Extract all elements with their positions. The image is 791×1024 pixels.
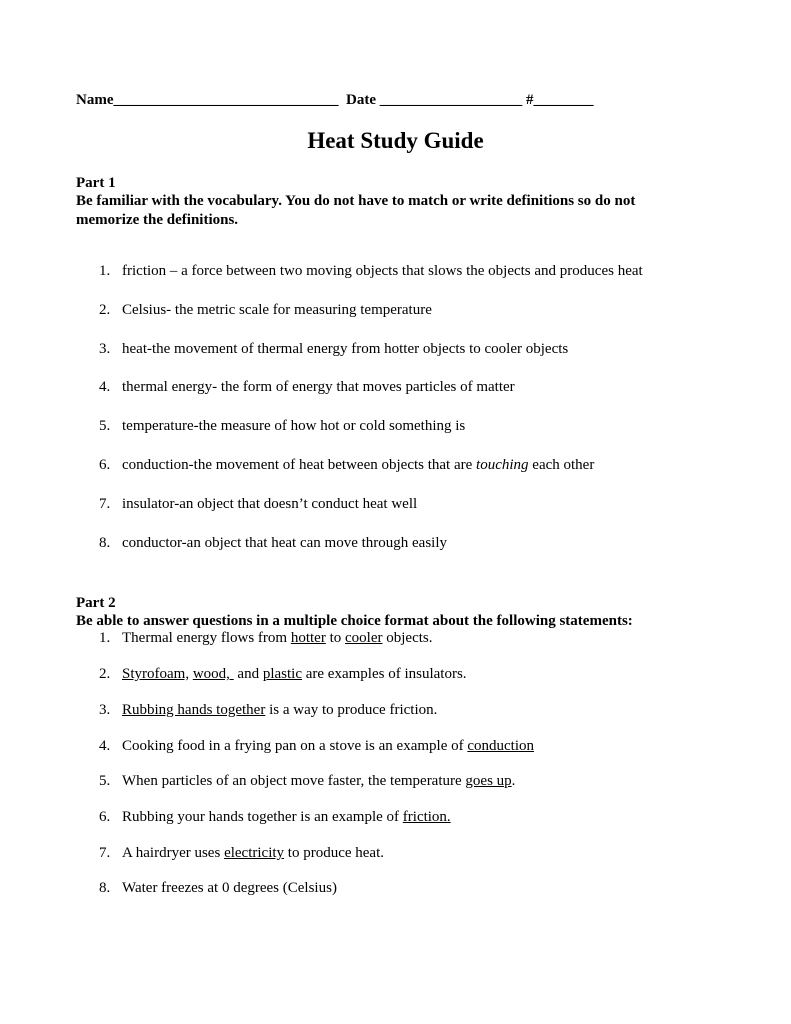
date-field[interactable]: Date ___________________ [346, 92, 523, 108]
list-item: 5. When particles of an object move faster, the temperature goes up. [99, 773, 516, 789]
number-field[interactable]: #________ [526, 92, 594, 108]
list-item: 6. conduction-the movement of heat between objects that are touching each other [99, 457, 595, 473]
list-item: 2. Celsius- the metric scale for measuring temperature [99, 302, 432, 318]
page-title: Heat Study Guide [307, 128, 484, 153]
list-item: 1. friction – a force between two moving objects that slows the objects and produces heat [99, 263, 643, 279]
part2-heading: Part 2 [76, 595, 116, 611]
list-item: 7. A hairdryer uses electricity to produce heat. [99, 845, 384, 861]
part1-instructions: Be familiar with the vocabulary. You do not have to match or write definitions so do not memorize the definitions. [76, 193, 636, 228]
list-item: 6. Rubbing your hands together is an example of friction. [99, 809, 451, 825]
list-item: 4. thermal energy- the form of energy that moves particles of matter [99, 379, 515, 395]
part1-heading: Part 1 [76, 175, 116, 191]
list-item: 4. Cooking food in a frying pan on a stove is an example of conduction [99, 738, 535, 754]
list-item: 3. heat-the movement of thermal energy from hotter objects to cooler objects [99, 341, 569, 357]
part2-instructions: Be able to answer questions in a multiple choice format about the following statements: [76, 613, 633, 629]
list-item: 7. insulator-an object that doesn’t conduct heat well [99, 496, 418, 512]
header-fields [76, 92, 594, 109]
list-item: 3. Rubbing hands together is a way to produce friction. [99, 702, 438, 718]
list-item: 1. Thermal energy flows from hotter to cooler objects. [99, 630, 433, 646]
name-field[interactable]: Name______________________________ [76, 92, 339, 108]
list-item: 2. Styrofoam, wood, and plastic are examples of insulators. [99, 666, 467, 682]
list-item: 8. conductor-an object that heat can move through easily [99, 535, 447, 551]
list-item: 5. temperature-the measure of how hot or cold something is [99, 418, 466, 434]
list-item: 8. Water freezes at 0 degrees (Celsius) [99, 880, 337, 896]
